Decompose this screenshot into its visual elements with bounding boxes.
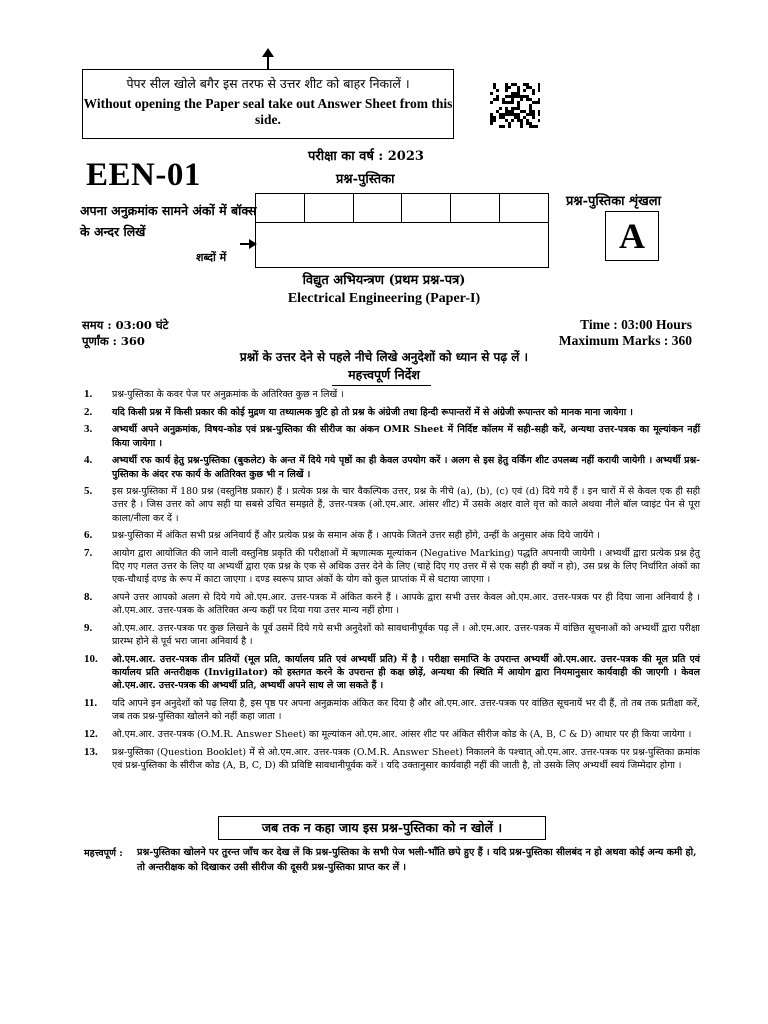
heading-underline: [332, 385, 431, 386]
instruction-number: 5.: [84, 485, 93, 498]
instruction-number: 12.: [84, 727, 98, 740]
instruction-item: [84, 406, 700, 419]
final-note-label: महत्त्वपूर्ण :: [84, 848, 123, 859]
final-note-text: प्रश्न-पुस्तिका खोलने पर तुरन्त जाँच कर देख लें कि प्रश्न-पुस्तिका के सभी पेज भली-भाँति छपे हुए हैं । यदि प्रश्न-पुस्तिका सीलबंद न हो अथवा कोई अन्य कमी हो, तो अन्तरीक्षक को दिखाकर उसी सीरीज की दूसरी प्रश्न-पुस्तिका प्राप्त कर लें ।: [137, 847, 697, 873]
roll-number-grid[interactable]: [255, 193, 549, 268]
instruction-text: ओ.एम.आर. उत्तर-पत्रक पर कुछ लिखने के पूर्व उसमें दिये गये सभी अनुदेशों को सावधानीपूर्वक पढ़ लें । ओ.एम.आर. उत्तर-पत्रक में वांछित सूचनाओं को अभ्यर्थी द्वारा परीक्षा प्रारम्भ होने से पूर्व भरा जाना अनिवार्य है ।: [112, 623, 700, 648]
instruction-item: [84, 653, 700, 693]
seal-notice-english: Without opening the Paper seal take out Answer Sheet from this side.: [83, 96, 453, 127]
instruction-item: [84, 746, 700, 772]
series-value: A: [605, 211, 659, 261]
instruction-text: अभ्यर्थी रफ कार्य हेतु प्रश्न-पुस्तिका (बुकलेट) के अन्त में दिये गये पृष्ठों का ही केवल उपयोग करें । अलग से इस हेतु वर्किंग शीट उपलब्ध नहीं करायी जायेगी । अभ्यर्थी प्रश्न-पुस्तिका के अंदर रफ कार्य के अतिरिक्त कुछ भी न लिखें ।: [112, 455, 700, 480]
booklet-label: प्रश्न-पुस्तिका: [336, 172, 395, 187]
instruction-text: प्रश्न-पुस्तिका में अंकित सभी प्रश्न अनिवार्य हैं और प्रत्येक प्रश्न के समान अंक हैं । आपके जितने उत्तर सही होंगे, उन्हीं के अनुसार अंक दिये जायेंगे ।: [112, 530, 600, 542]
instruction-number: 6.: [84, 529, 93, 542]
time-hindi: समय : 03:00 घंटे: [82, 318, 169, 332]
read-instructions-note: प्रश्नों के उत्तर देने से पहले नीचे लिखे अनुदेशों को ध्यान से पढ़ लें ।: [239, 350, 529, 364]
exam-year: परीक्षा का वर्ष : 2023: [308, 149, 424, 164]
roll-digit-box[interactable]: [256, 194, 305, 222]
seal-notice-box: [82, 69, 454, 139]
instruction-number: 13.: [84, 745, 98, 758]
instruction-number: 9.: [84, 622, 93, 635]
roll-digit-box[interactable]: [500, 194, 548, 222]
qr-code-icon: [490, 83, 540, 128]
instruction-text: अपने उत्तर आपको अलग से दिये गये ओ.एम.आर. उत्तर-पत्रक में अंकित करने हैं । आपके द्वारा सभी उत्तर केवल ओ.एम.आर. उत्तर-पत्रक पर ही दिया जाना अनिवार्य है । ओ.एम.आर. उत्तर-पत्रक के अतिरिक्त अन्य कहीं पर दिया गया उत्तर मान्य नहीं होगा ।: [112, 592, 700, 617]
roll-digit-box[interactable]: [451, 194, 500, 222]
instruction-number: 1.: [84, 388, 93, 400]
marks-english: Maximum Marks : 360: [558, 333, 692, 348]
instruction-number: 7.: [84, 547, 93, 560]
paper-code: EEN-01: [86, 157, 201, 193]
roll-digit-box[interactable]: [354, 194, 403, 222]
marks-hindi: पूर्णांक : 360: [82, 334, 145, 348]
time-english: Time : 03:00 Hours: [580, 317, 692, 332]
roll-words-field[interactable]: [256, 223, 548, 268]
instruction-item: [84, 529, 700, 542]
instruction-text: प्रश्न-पुस्तिका के कवर पेज पर अनुक्रमांक के अतिरिक्त कुछ न लिखें ।: [112, 389, 344, 400]
instructions-list: [84, 388, 700, 777]
instruction-number: 4.: [84, 454, 93, 467]
timing-hindi: [82, 317, 168, 349]
instruction-text: प्रश्न-पुस्तिका (Question Booklet) में से ओ.एम.आर. उत्तर-पत्रक (O.M.R. Answer Sheet) निकालने के पश्चात् ओ.एम.आर. उत्तर-पत्रक पर प्रश्न-पुस्तिका क्रमांक एवं प्रश्न-पुस्तिका के सीरीज कोड (A, B, C, D) की प्रविष्टि सावधानीपूर्वक करें । यदि उक्तानुसार कार्यवाही नहीं की जाती है, तो उसके लिए अभ्यर्थी स्वयं जिम्मेदार होगा ।: [112, 746, 700, 771]
instruction-number: 8.: [84, 591, 93, 604]
instruction-item: [84, 591, 700, 617]
instructions-heading: महत्त्वपूर्ण निर्देश: [348, 367, 420, 382]
instruction-item: [84, 454, 700, 480]
arrow-up-shaft: [267, 56, 269, 70]
instruction-number: 3.: [84, 423, 93, 436]
instruction-text: ओ.एम.आर. उत्तर-पत्रक (O.M.R. Answer Sheet) का मूल्यांकन ओ.एम.आर. आंसर शीट पर अंकित सीरीज कोड के (A, B, C & D) आधार पर ही किया जायेगा ।: [112, 728, 692, 740]
instruction-text: आयोग द्वारा आयोजित की जाने वाली वस्तुनिष्ठ प्रकृति की परीक्षाओं में ऋणात्मक मूल्यांकन (Negative Marking) पद्धति अपनायी जायेगी । अभ्यर्थी द्वारा प्रत्येक प्रश्न हेतु दिए गए गलत उत्तर के लिए या अभ्यर्थी द्वारा एक प्रश्न के एक से अधिक उत्तर देने के लिए (चाहे दिए गए उत्तर में से एक सही ही क्यों न हो), उस प्रश्न के लिए निर्धारित अंकों का एक-चौथाई दण्ड के रूप में काटा जाएगा । दण्ड स्वरूप प्राप्त अंकों के योग को कुल प्राप्तांक में से घटाया जाएगा ।: [112, 548, 700, 586]
instruction-number: 11.: [84, 697, 98, 710]
roll-digit-box[interactable]: [402, 194, 451, 222]
instruction-item: [84, 547, 700, 587]
roll-digit-box[interactable]: [305, 194, 354, 222]
instruction-number: 10.: [84, 652, 98, 665]
subject-hindi: विद्युत अभियन्त्रण (प्रथम प्रश्न-पत्र): [302, 273, 466, 288]
series-label: प्रश्न-पुस्तिका शृंखला: [566, 194, 661, 209]
roll-instruction: अपना अनुक्रमांक सामने अंकों में बॉक्स के अन्दर लिखें: [80, 203, 257, 239]
instruction-item: [84, 388, 700, 401]
subject-english: Electrical Engineering (Paper-I): [287, 291, 481, 306]
instruction-number: 2.: [84, 405, 93, 418]
instruction-text: अभ्यर्थी अपने अनुक्रमांक, विषय-कोड एवं प्रश्न-पुस्तिका की सीरीज का अंकन OMR Sheet में निर्दिष्ट कॉलम में सही-सही करें, अन्यथा उत्तर-पत्रक का मूल्यांकन नहीं किया जायेगा ।: [112, 424, 700, 449]
instruction-item: [84, 423, 700, 449]
timing-english: [559, 317, 692, 349]
do-not-open-warning: जब तक न कहा जाय इस प्रश्न-पुस्तिका को न खोलें ।: [218, 816, 546, 840]
instruction-text: यदि आपने इन अनुदेशों को पढ़ लिया है, इस पृष्ठ पर अपना अनुक्रमांक अंकित कर दिया है और ओ.एम.आर. उत्तर-पत्रक पर वांछित सूचनायें भर दी हैं, तो तब तक प्रतीक्षा करें, जब तक प्रश्न-पुस्तिका खोलने को नहीं कहा जाता ।: [112, 698, 700, 723]
roll-digit-row: [256, 194, 548, 223]
in-words-label: शब्दों में: [196, 251, 227, 264]
instruction-text: यदि किसी प्रश्न में किसी प्रकार की कोई मुद्रण या तथ्यात्मक त्रुटि हो तो प्रश्न के अंग्रेजी तथा हिन्दी रूपान्तरों में से अंग्रेजी रूपान्तर को मानक माना जायेगा ।: [112, 406, 633, 418]
instruction-text: ओ.एम.आर. उत्तर-पत्रक तीन प्रतियों (मूल प्रति, कार्यालय प्रति एवं अभ्यर्थी प्रति) में है । परीक्षा समाप्ति के उपरान्त अभ्यर्थी ओ.एम.आर. उत्तर-पत्रक की मूल प्रति एवं कार्यालय प्रति अन्तरीक्षक (Invigilator) को हस्तगत करने के उपरान्त ही कक्ष छोड़ें, अन्यथा की स्थिति में आयोग द्वारा नियमानुसार कार्यवाही की जाएगी । केवल ओ.एम.आर. उत्तर-पत्रक की अभ्यर्थी प्रति, अभ्यर्थी अपने साथ ले जा सकते हैं ।: [112, 653, 700, 692]
instruction-item: [84, 622, 700, 648]
instruction-item: [84, 485, 700, 525]
instruction-item: [84, 697, 700, 723]
seal-notice-hindi: पेपर सील खोले बगैर इस तरफ से उत्तर शीट को बाहर निकालें ।: [126, 76, 410, 91]
instruction-text: इस प्रश्न-पुस्तिका में 180 प्रश्न (वस्तुनिष्ठ प्रकार) हैं । प्रत्येक प्रश्न के चार वैकल्पिक उत्तर, प्रश्न के नीचे (a), (b), (c) एवं (d) दिये गये हैं । इन चारों में से केवल एक ही सही उत्तर है । जिस उत्तर को आप सही या सबसे उचित समझते हैं, उत्तर-पत्रक (ओ.एम.आर. आंसर शीट) में उसके अक्षर वाले वृत्त को काले अथवा नीले बॉल प्वाइंट पेन से पूरा काला/नीला कर दें ।: [112, 486, 700, 524]
instruction-item: [84, 728, 700, 741]
